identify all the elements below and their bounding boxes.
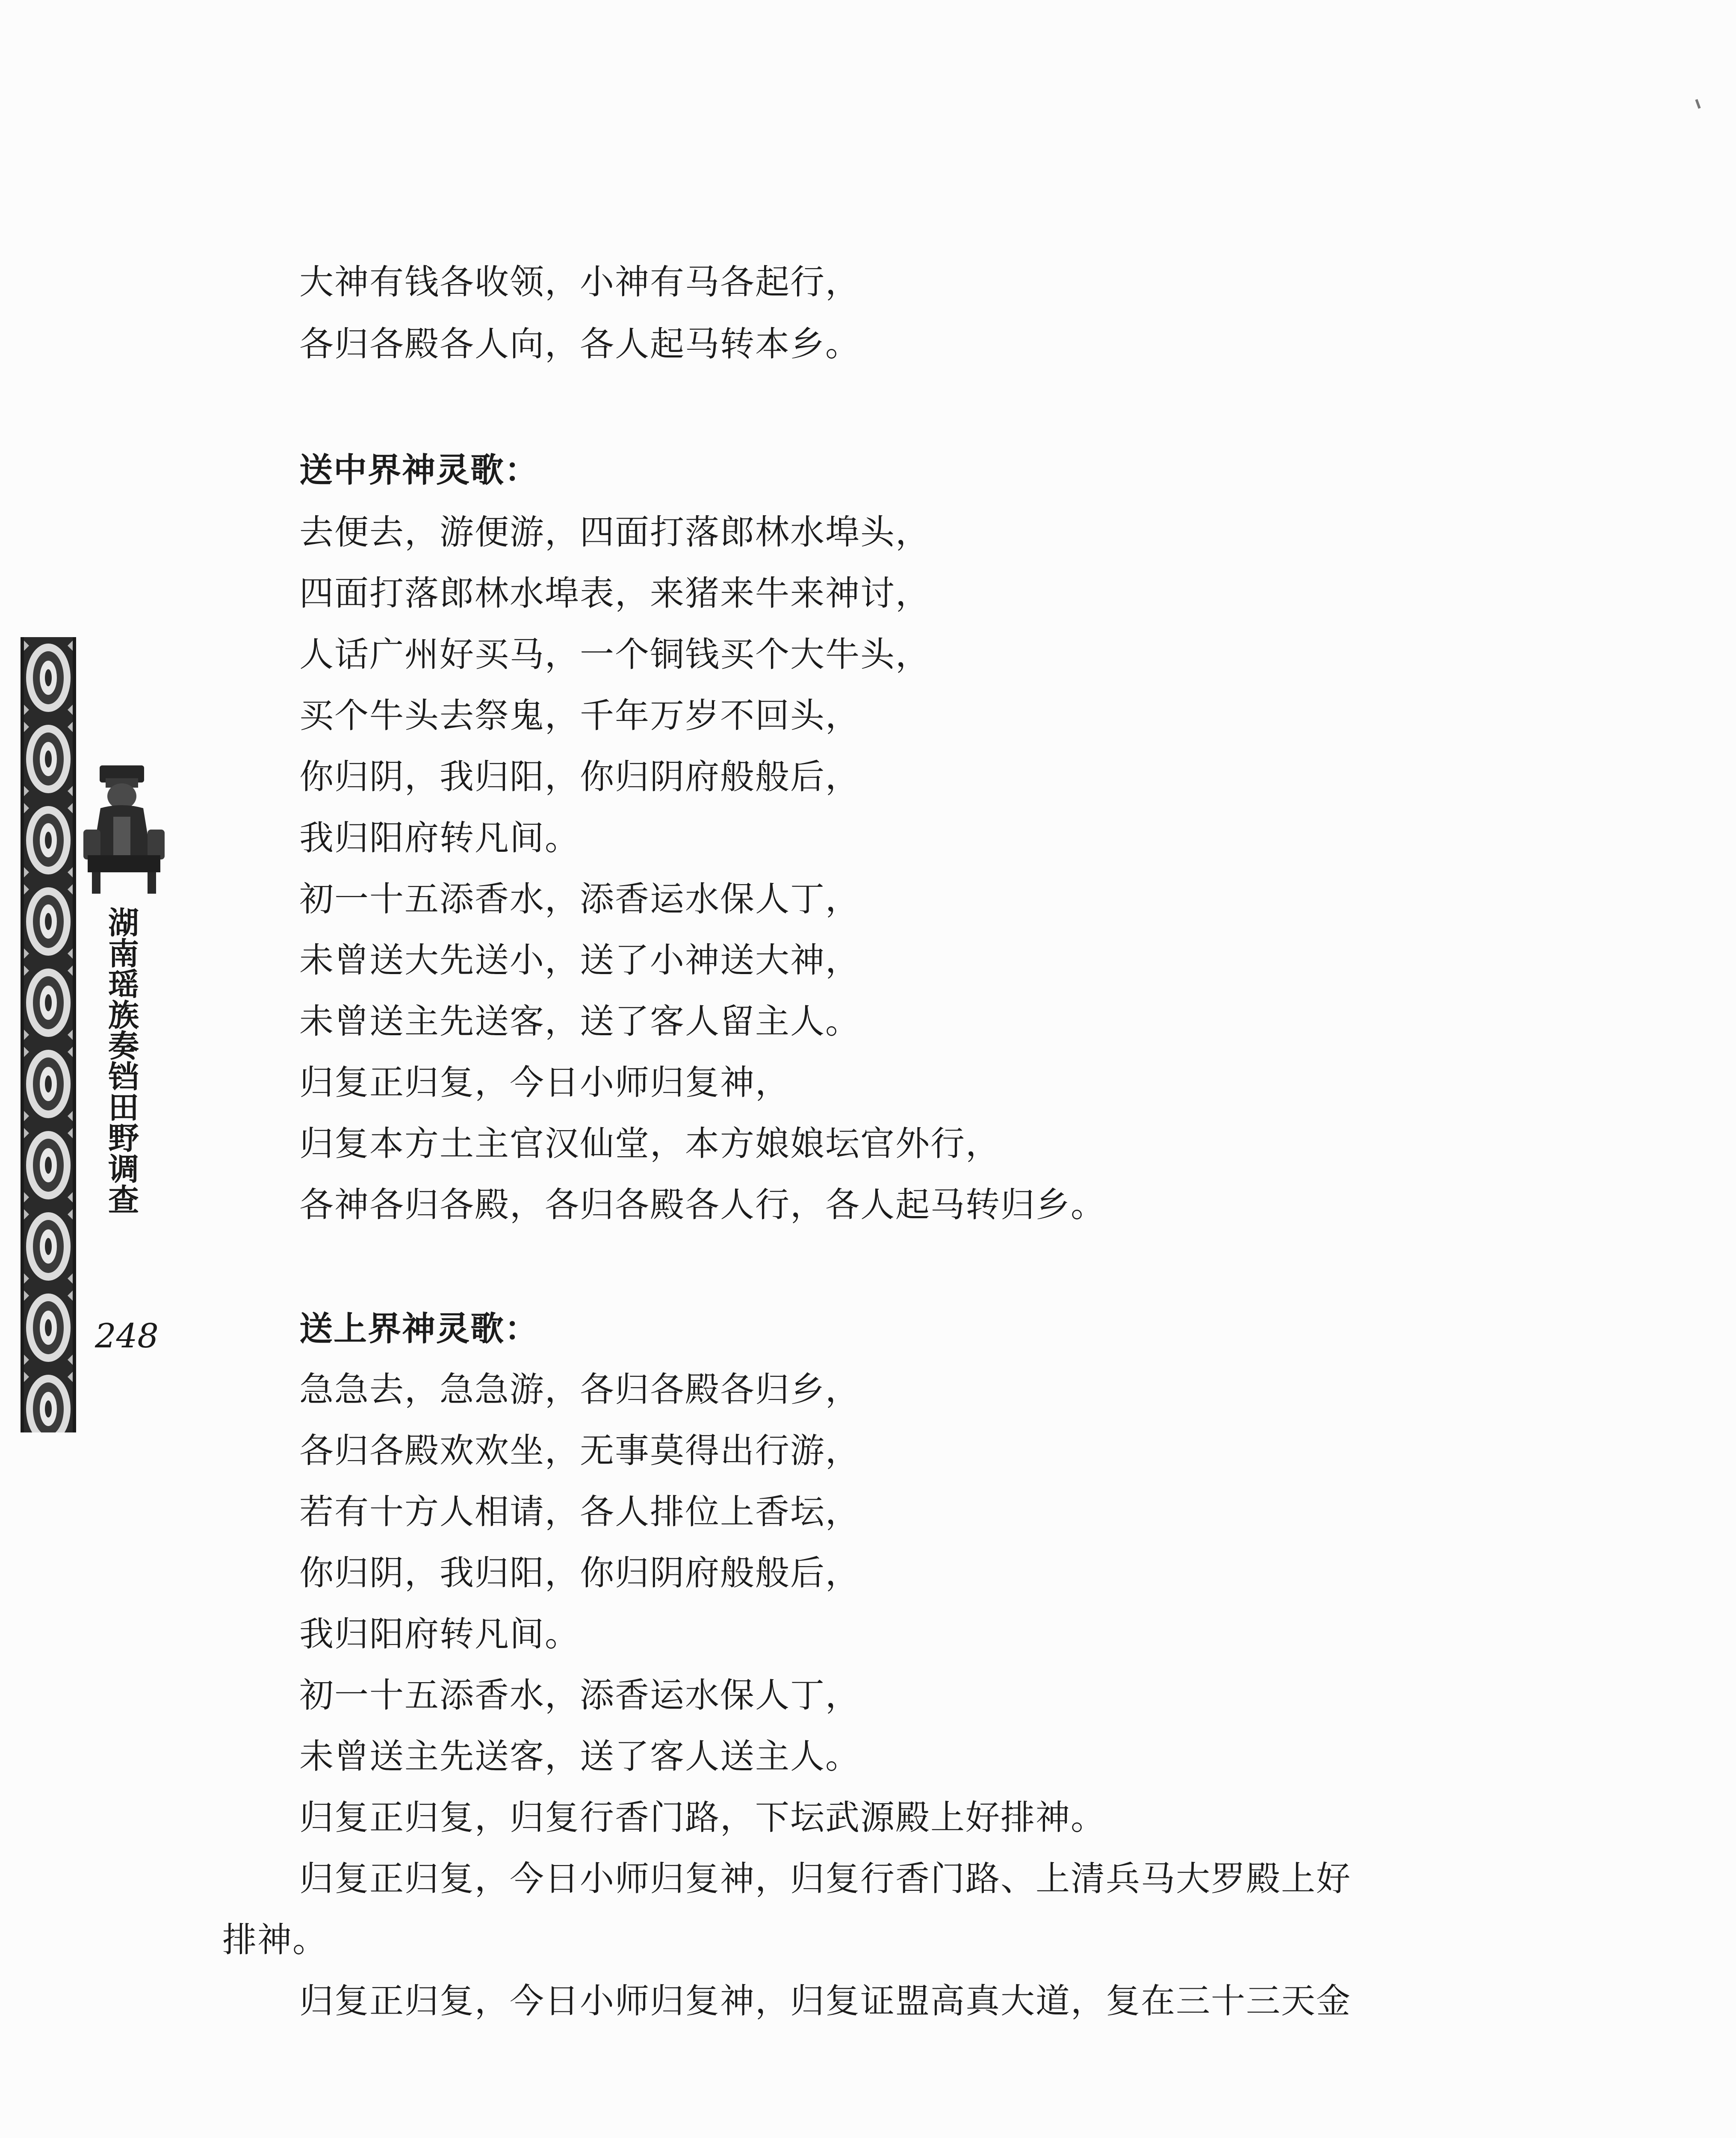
verse-line: 初一十五添香水，添香运水保人丁， xyxy=(299,879,860,919)
verse-line: 各归各殿欢欢坐，无事莫得出行游， xyxy=(299,1431,860,1471)
verse-line: 急急去，急急游，各归各殿各归乡， xyxy=(299,1370,860,1409)
verse-line: 初一十五添香水，添香运水保人丁， xyxy=(299,1675,860,1715)
page-number: 248 xyxy=(95,1317,159,1355)
seated-figure-icon xyxy=(75,765,173,894)
verse-line: 未曾送大先送小，送了小神送大神， xyxy=(299,940,860,980)
paragraph-line: 归复正归复，今日小师归复神，归复行香门路、上清兵马大罗殿上好 xyxy=(299,1859,1351,1899)
verse-line: 我归阳府转凡间。 xyxy=(299,1614,580,1654)
verse-line: 买个牛头去祭鬼，千年万岁不回头， xyxy=(299,696,860,735)
book-side-title: 湖南瑶族奏铛田野调查 xyxy=(103,907,139,1214)
verse-line: 去便去，游便游，四面打落郎林水埠头， xyxy=(299,512,930,552)
verse-line: 未曾送主先送客，送了客人送主人。 xyxy=(299,1736,860,1776)
ornamental-border-strip xyxy=(21,637,76,1432)
paragraph-line: 归复正归复，今日小师归复神，归复证盟高真大道，复在三十三天金 xyxy=(299,1981,1351,2021)
section-heading-middle: 送中界神灵歌： xyxy=(299,451,539,490)
section-heading-upper: 送上界神灵歌： xyxy=(299,1310,539,1348)
verse-line: 你归阴，我归阳，你归阴府般般后， xyxy=(299,1553,860,1593)
verse-line: 人话广州好买马，一个铜钱买个大牛头， xyxy=(299,635,930,674)
paragraph-line: 排神。 xyxy=(222,1920,328,1960)
seated-figure-image xyxy=(75,765,173,894)
verse-line: 若有十方人相请，各人排位上香坛， xyxy=(299,1492,860,1532)
verse-line: 各归各殿各人向，各人起马转本乡。 xyxy=(299,324,860,364)
corner-speck xyxy=(1695,99,1701,109)
verse-line: 我归阳府转凡间。 xyxy=(299,818,580,858)
verse-line: 归复正归复，归复行香门路，下坛武源殿上好排神。 xyxy=(299,1798,1106,1837)
verse-line: 各神各归各殿，各归各殿各人行，各人起马转归乡。 xyxy=(299,1185,1106,1225)
ornament-pattern-icon xyxy=(21,637,76,1432)
verse-line: 归复正归复，今日小师归复神， xyxy=(299,1063,790,1102)
verse-line: 四面打落郎林水埠表，来猪来牛来神讨， xyxy=(299,573,930,613)
verse-line: 归复本方土主官汉仙堂，本方娘娘坛官外行， xyxy=(299,1124,1001,1163)
verse-line: 未曾送主先送客，送了客人留主人。 xyxy=(299,1001,860,1041)
verse-line: 大神有钱各收领，小神有马各起行， xyxy=(299,262,860,302)
verse-line: 你归阴，我归阳，你归阴府般般后， xyxy=(299,757,860,797)
